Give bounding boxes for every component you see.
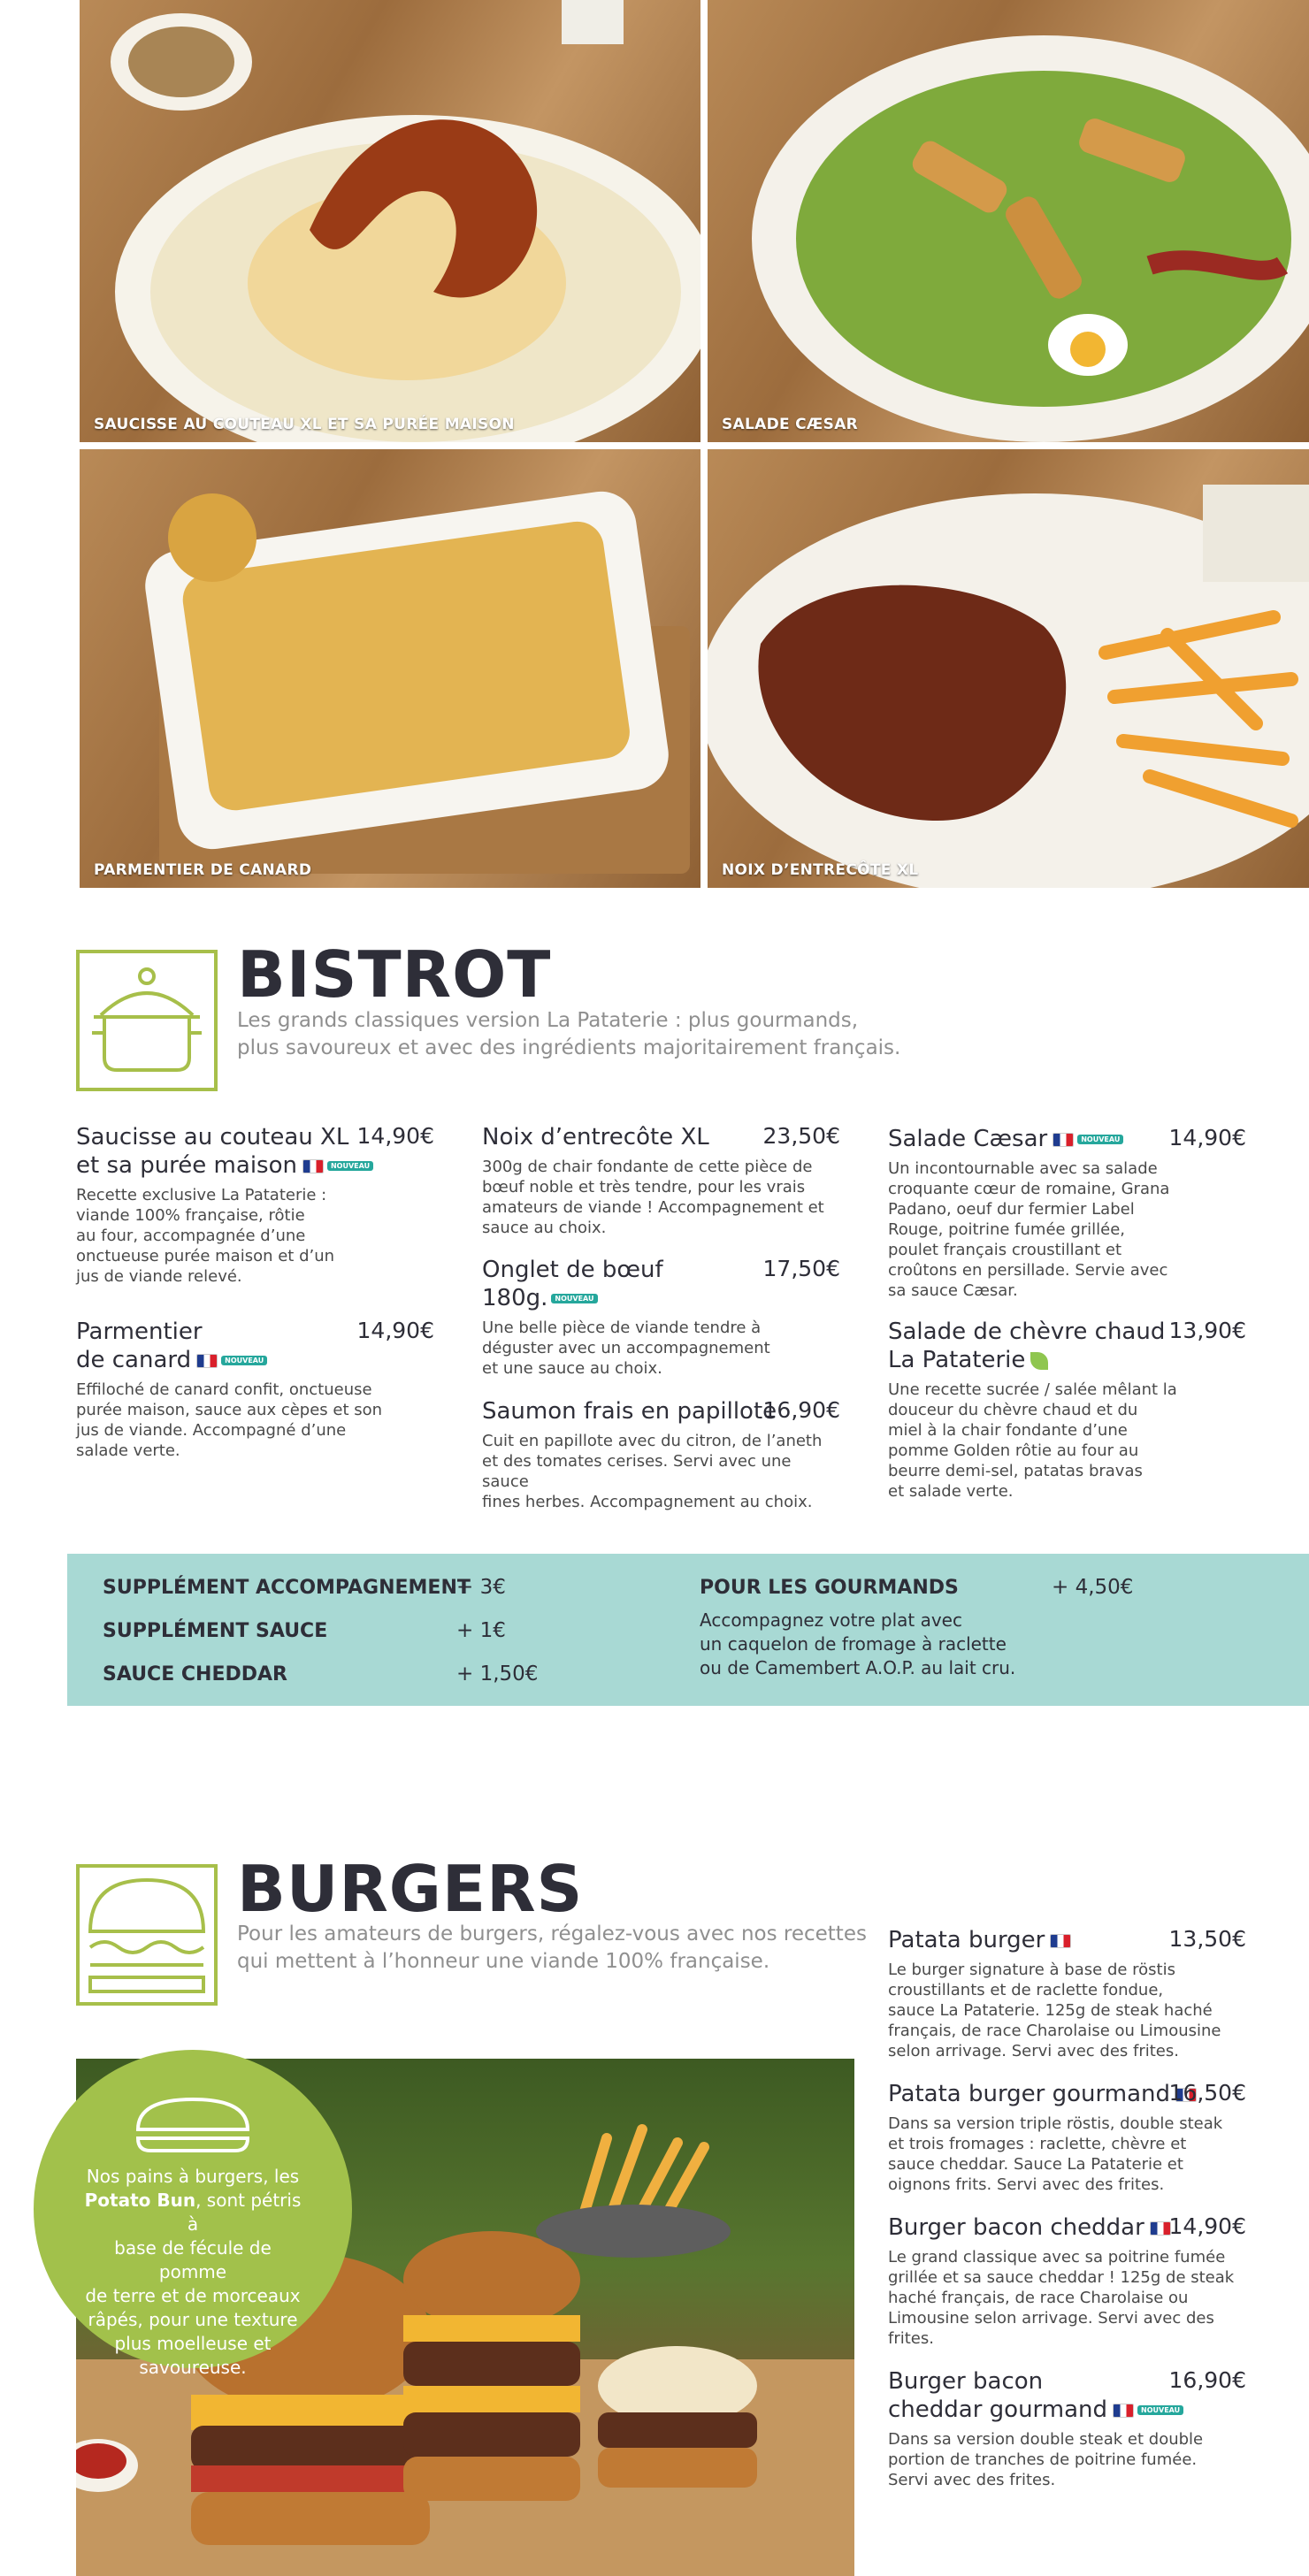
dish-onglet: [482, 1256, 840, 1379]
dish-price: 14,90€: [1168, 2213, 1246, 2239]
dish-price: 16,50€: [1168, 2080, 1246, 2106]
potato-bun-callout: [34, 2050, 352, 2378]
dish-name: Patata burger: [888, 1926, 1246, 1954]
dish-description: 300g de chair fondante de cette pièce de bœuf noble et très tendre, pour les vrais amateurs de viande ! Accompagnement et sauce au choix.: [482, 1158, 824, 1237]
supplement-accompagnement-price: + 3€: [456, 1576, 506, 1599]
dish-patata-burger-gourmand: [888, 2080, 1246, 2195]
dish-patata-burger: [888, 1926, 1246, 2061]
entrecote-dish-illustration: [708, 449, 1309, 888]
photo-caption: NOIX D’ENTRECÔTE XL: [722, 861, 919, 879]
dish-salade-caesar: [888, 1125, 1246, 1301]
dish-description: Dans sa version triple röstis, double steak et trois fromages : raclette, chèvre et sauce cheddar. Sauce La Pataterie et oignons frits. Servi avec des frites.: [888, 2114, 1223, 2194]
vegetarian-leaf-icon: [1030, 1352, 1048, 1370]
dish-salade-chevre: [888, 1318, 1246, 1502]
dish-name: Salade Cæsar NOUVEAU: [888, 1125, 1246, 1153]
dish-price: 16,90€: [762, 1397, 840, 1423]
photo-caption: SAUCISSE AU COUTEAU XL ET SA PURÉE MAISON: [94, 416, 515, 433]
dish-description: Un incontournable avec sa salade croquante cœur de romaine, Grana Padano, oeuf dur fermier Label Rouge, poitrine fumée grillée, poulet français croustillant et croûtons en persillade. Servie avec sa sauce Cæsar.: [888, 1159, 1170, 1300]
new-badge: NOUVEAU: [221, 1356, 267, 1365]
france-flag-icon: [1053, 1133, 1074, 1147]
dish-description: Recette exclusive La Pataterie : viande 100% française, rôtie au four, accompagnée d’une onctueuse purée maison et d’un jus de viande relevé.: [76, 1186, 335, 1286]
dish-parmentier: [76, 1318, 434, 1461]
new-badge: NOUVEAU: [1137, 2405, 1183, 2415]
dish-burger-bacon-cheddar-gourmand: [888, 2367, 1246, 2490]
gourmands-description: Accompagnez votre plat avec un caquelon de fromage à raclette ou de Camembert A.O.P. au lait cru.: [700, 1609, 1016, 1678]
france-flag-icon: [196, 1354, 218, 1368]
bistrot-subtitle: Les grands classiques version La Pataterie : plus gourmands, plus savoureux et avec des ingrédients majoritairement français.: [237, 1009, 901, 1059]
sauce-cheddar-label: SAUCE CHEDDAR: [103, 1663, 287, 1685]
sauce-cheddar-price: + 1,50€: [456, 1663, 539, 1685]
supplement-accompagnement-label: SUPPLÉMENT ACCOMPAGNEMENT: [103, 1577, 471, 1599]
supplement-sauce-price: + 1€: [456, 1619, 506, 1642]
dish-saumon: [482, 1397, 840, 1512]
gourmands-price: + 4,50€: [1052, 1576, 1134, 1599]
france-flag-icon: [302, 1159, 324, 1173]
gourmands-label: POUR LES GOURMANDS: [700, 1577, 959, 1599]
burgers-subtitle: Pour les amateurs de burgers, régalez-vous avec nos recettes qui mettent à l’honneur une viande 100% française.: [237, 1922, 867, 1973]
dish-name: Parmentier de canard NOUVEAU: [76, 1318, 434, 1374]
dish-price: 23,50€: [762, 1123, 840, 1149]
dish-noix-entrecote: [482, 1123, 840, 1238]
new-badge: NOUVEAU: [1077, 1135, 1123, 1144]
photo-parmentier: [80, 449, 700, 888]
dish-price: 17,50€: [762, 1256, 840, 1281]
dish-name: Patata burger gourmand: [888, 2080, 1246, 2108]
dish-price: 14,90€: [356, 1123, 434, 1149]
dish-price: 14,90€: [1168, 1125, 1246, 1150]
bistrot-pot-icon: [76, 950, 218, 1091]
saucisse-dish-illustration: [80, 0, 700, 442]
photo-caption: PARMENTIER DE CANARD: [94, 861, 312, 879]
dish-description: Cuit en papillote avec du citron, de l’aneth et des tomates cerises. Servi avec une sauce fines herbes. Accompagnement au choix.: [482, 1432, 823, 1511]
dish-saucisse: [76, 1123, 434, 1287]
burgers-title: BURGERS: [237, 1852, 584, 1926]
dish-name: Onglet de bœuf 180g. NOUVEAU: [482, 1257, 663, 1311]
new-badge: NOUVEAU: [327, 1161, 373, 1171]
dish-name: Saumon frais en papillote: [482, 1398, 777, 1425]
dish-description: Dans sa version double steak et double portion de tranches de poitrine fumée. Servi avec des frites.: [888, 2430, 1204, 2489]
dish-price: 13,50€: [1168, 1926, 1246, 1952]
dish-name: Burger bacon cheddar: [888, 2213, 1246, 2242]
supplement-sauce-label: SUPPLÉMENT SAUCE: [103, 1620, 328, 1642]
parmentier-dish-illustration: [80, 449, 700, 888]
dish-description: Effiloché de canard confit, onctueuse purée maison, sauce aux cèpes et son jus de viande. Accompagné d’une salade verte.: [76, 1380, 383, 1460]
france-flag-icon: [1150, 2221, 1171, 2236]
dish-description: Le burger signature à base de röstis croustillants et de raclette fondue, sauce La Pataterie. 125g de steak haché français, de race Charolaise ou Limousine selon arrivage. Servi avec des frites.: [888, 1961, 1221, 2060]
bistrot-title: BISTROT: [237, 937, 552, 1012]
dish-price: 16,90€: [1168, 2367, 1246, 2393]
france-flag-icon: [1050, 1934, 1071, 1948]
supplements-band: [67, 1554, 1309, 1706]
france-flag-icon: [1113, 2404, 1134, 2418]
dish-price: 14,90€: [356, 1318, 434, 1343]
photo-salade-caesar: [708, 0, 1309, 442]
salade-dish-illustration: [708, 0, 1309, 442]
dish-name: Burger bacon cheddar gourmand NOUVEAU: [888, 2367, 1246, 2424]
dish-name: Noix d’entrecôte XL: [482, 1124, 709, 1150]
potato-bun-text: Nos pains à burgers, les Potato Bun, sont pétris à base de fécule de pomme de terre et de morceaux râpés, pour une texture plus moelleuse et savoureuse.: [84, 2166, 302, 2378]
photo-noix-entrecote: [708, 449, 1309, 888]
dish-price: 13,90€: [1168, 1318, 1246, 1343]
bun-icon: [131, 2094, 255, 2156]
dish-burger-bacon-cheddar: [888, 2213, 1246, 2349]
new-badge: NOUVEAU: [551, 1294, 597, 1303]
photo-saucisse: [80, 0, 700, 442]
dish-description: Une recette sucrée / salée mêlant la douceur du chèvre chaud et du miel à la chair fondante d’une pomme Golden rôtie au four au beurre demi-sel, patatas bravas et salade verte.: [888, 1380, 1177, 1501]
dish-name: Saucisse au couteau XL et sa purée maison NOUVEAU: [76, 1123, 434, 1180]
photo-caption: SALADE CÆSAR: [722, 416, 859, 433]
dish-description: Une belle pièce de viande tendre à déguster avec un accompagnement et une sauce au choix.: [482, 1319, 770, 1378]
dish-description: Le grand classique avec sa poitrine fumée grillée et sa sauce cheddar ! 125g de steak haché français, de race Charolaise ou Limousine selon arrivage. Servi avec des frites.: [888, 2248, 1235, 2348]
dish-name: Salade de chèvre chaud La Pataterie: [888, 1319, 1166, 1373]
burger-icon: [76, 1864, 218, 2006]
